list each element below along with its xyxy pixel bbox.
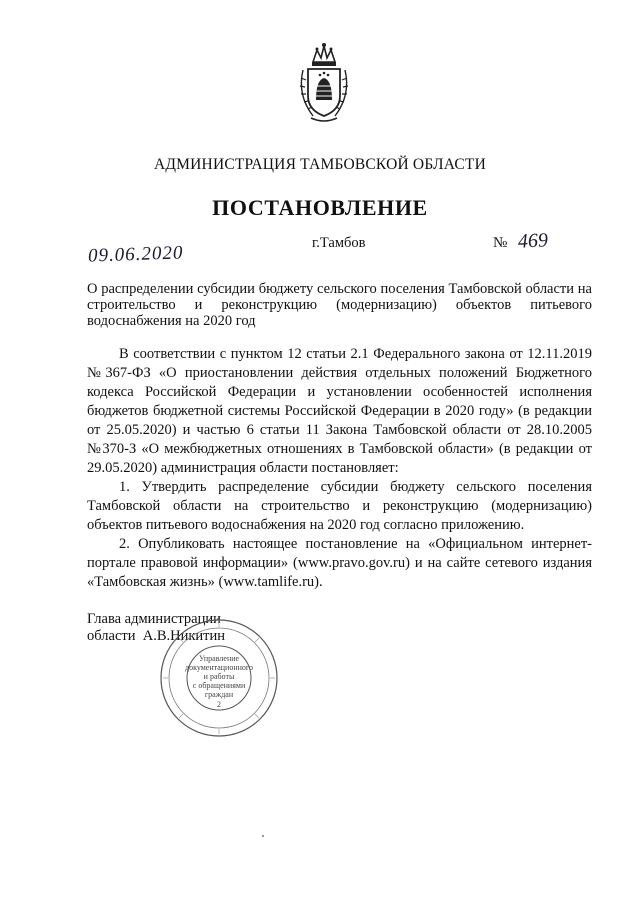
stamp-line-3: и работы: [203, 672, 235, 681]
stamp-line-2: документационного: [185, 663, 253, 672]
document-date: 09.06.2020: [87, 242, 184, 267]
document-type-title: ПОСТАНОВЛЕНИЕ: [212, 195, 428, 220]
coat-of-arms-emblem: [293, 40, 355, 126]
scan-speck: [262, 835, 264, 837]
signature-name: области А.В.Никитин: [87, 628, 226, 644]
stamp-line-1: Управление: [198, 654, 240, 663]
stamp-line-6: 2: [217, 700, 221, 709]
document-number: 469: [517, 229, 549, 253]
item-1-paragraph: 1. Утвердить распределение субсидии бюджету сельского поселения Тамбовской области на строительство и реконструкцию (модернизацию) объектов питьевого водоснабжения на 2020 год согласно приложению.: [87, 479, 592, 533]
organization-name: АДМИНИСТРАЦИЯ ТАМБОВСКОЙ ОБЛАСТИ: [154, 156, 486, 173]
document-subject: О распределении субсидии бюджету сельского поселения Тамбовской области на строительство и реконструкцию (модернизацию) объектов питьевого водоснабжения на 2020 год: [87, 281, 592, 329]
preamble-paragraph: В соответствии с пунктом 12 статьи 2.1 Федерального закона от 12.11.2019 №367-ФЗ «О приостановлении действия отдельных положений Бюджетного кодекса Российской Федерации и установлении особенностей исполнения бюджетов бюджетной системы Российской Федерации в 2020 году» (в редакции от 25.05.2020) и частью 6 статьи 11 Закона Тамбовской области от 28.10.2005 №370-З «О межбюджетных отношениях в Тамбовской области» (в редакции от 29.05.2020) администрация области постановляет:: [87, 346, 592, 476]
stamp-line-4: с обращениями: [192, 681, 246, 690]
official-stamp: [158, 617, 280, 739]
document-number-label: №: [493, 235, 508, 251]
document-body: [87, 345, 592, 592]
document-city: г.Тамбов: [312, 235, 366, 251]
stamp-line-5: граждан: [204, 690, 234, 699]
signature-title: Глава администрации: [87, 611, 221, 627]
item-2-paragraph: 2. Опубликовать настоящее постановление на «Официальном интернет-портале правовой информации» (www.pravo.gov.ru) и на сайте сетевого издания «Тамбовская жизнь» (www.tamlife.ru).: [87, 536, 592, 590]
